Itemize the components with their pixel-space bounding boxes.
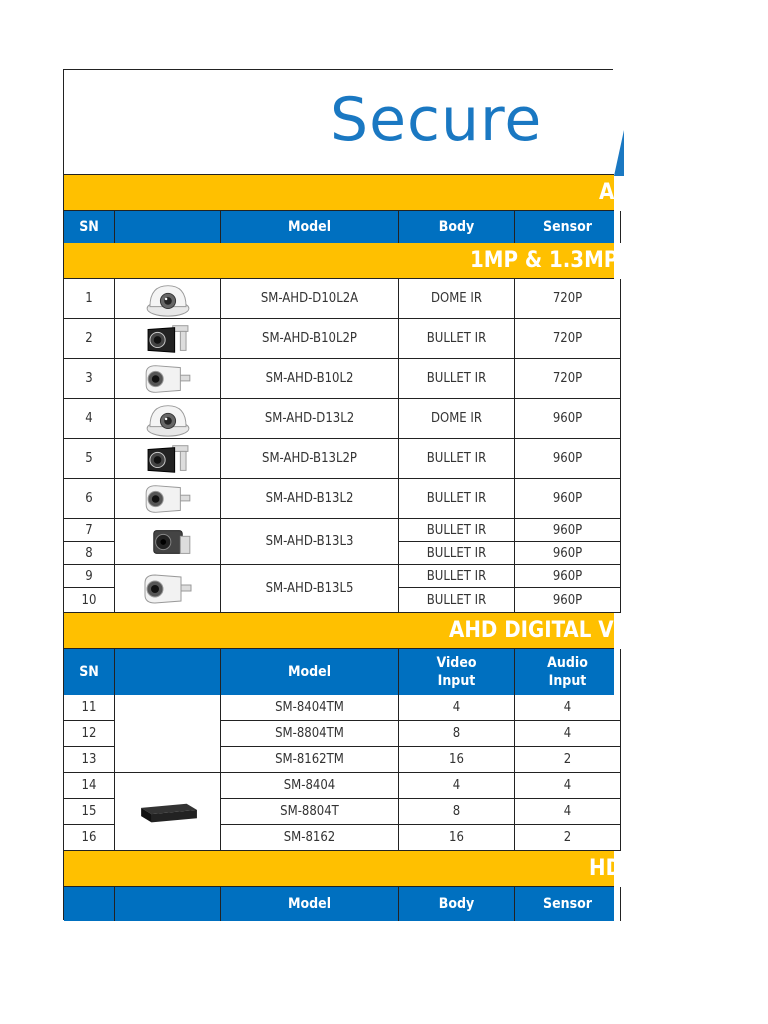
row-audio-input: 4: [515, 799, 621, 825]
row-image: [115, 773, 221, 851]
table-row: [64, 399, 614, 439]
dome-camera-icon: [143, 280, 193, 318]
row-video-input: 16: [399, 747, 515, 773]
row-model: SM-8404TM: [221, 695, 399, 721]
table-row: [64, 439, 614, 479]
row-sensor: 960P: [515, 479, 621, 519]
row-sn: 13: [64, 747, 115, 773]
row-audio-input: 4: [515, 773, 621, 799]
row-body: BULLET IR: [399, 359, 515, 399]
row-body: DOME IR: [399, 399, 515, 439]
row-audio-input: 4: [515, 695, 621, 721]
bullet-camera-icon: [143, 320, 193, 358]
row-sn: 9: [64, 565, 115, 588]
row-sn: 6: [64, 479, 115, 519]
row-sn: 2: [64, 319, 115, 359]
row-audio-input: 2: [515, 825, 621, 851]
bullet-camera-icon: [140, 569, 196, 609]
row-body: BULLET IR: [399, 542, 515, 565]
row-model: SM-AHD-B10L2: [221, 359, 399, 399]
header-body: Body: [399, 211, 515, 243]
camera-section-banner: [64, 175, 614, 211]
row-sn: 12: [64, 721, 115, 747]
bullet-camera-icon: [143, 440, 193, 478]
row-sensor: 720P: [515, 359, 621, 399]
row-sensor: 960P: [515, 439, 621, 479]
header-model: Model: [221, 649, 399, 695]
row-model: SM-8404: [221, 773, 399, 799]
row-body: BULLET IR: [399, 479, 515, 519]
row-body: DOME IR: [399, 279, 515, 319]
logo-row: [64, 70, 614, 175]
row-body: BULLET IR: [399, 519, 515, 542]
logo-swoosh-icon: [604, 130, 624, 176]
box-camera-icon: [143, 523, 193, 561]
table-row: [64, 479, 614, 519]
row-video-input: 4: [399, 695, 515, 721]
row-audio-input: 4: [515, 721, 621, 747]
row-sn: 3: [64, 359, 115, 399]
dvr-section-banner: [64, 613, 614, 649]
header-model: Model: [221, 887, 399, 921]
row-sensor: 960P: [515, 565, 621, 588]
dvr-table-header: [64, 649, 614, 695]
header-image: [115, 887, 221, 921]
row-model: SM-8804TM: [221, 721, 399, 747]
header-audio-input: Audio Input: [515, 649, 621, 695]
camera-section-title: A: [599, 180, 615, 205]
hd-section-banner: [64, 851, 622, 887]
row-sensor: 960P: [515, 542, 621, 565]
row-sn: 5: [64, 439, 115, 479]
header-video-input: Video Input: [399, 649, 515, 695]
row-model: SM-AHD-B13L2P: [221, 439, 399, 479]
header-sn: [64, 887, 115, 921]
row-image: [115, 399, 221, 439]
row-video-input: 4: [399, 773, 515, 799]
row-sn: 7: [64, 519, 115, 542]
bullet-camera-icon: [138, 360, 198, 398]
camera-table-header: [64, 211, 614, 243]
row-model: SM-AHD-B13L3: [221, 519, 399, 565]
row-image: [115, 479, 221, 519]
row-image: [115, 319, 221, 359]
row-video-input: 8: [399, 721, 515, 747]
row-sn: 14: [64, 773, 115, 799]
row-model: SM-AHD-D10L2A: [221, 279, 399, 319]
row-image: [115, 565, 221, 613]
row-image: [115, 359, 221, 399]
row-model: SM-AHD-B13L5: [221, 565, 399, 613]
resolution-banner: [64, 243, 619, 279]
hd-section-title: HD: [589, 856, 622, 881]
header-image: [115, 649, 221, 695]
row-body: BULLET IR: [399, 565, 515, 588]
row-sensor: 720P: [515, 319, 621, 359]
row-body: BULLET IR: [399, 319, 515, 359]
resolution-title: 1MP & 1.3MP: [470, 248, 619, 273]
brand-logo: Secure: [330, 85, 543, 155]
row-sensor: 960P: [515, 588, 621, 613]
row-video-input: 16: [399, 825, 515, 851]
row-model: SM-AHD-B10L2P: [221, 319, 399, 359]
row-image: [115, 279, 221, 319]
row-sensor: 960P: [515, 399, 621, 439]
price-list-sheet: [63, 69, 622, 920]
row-model: SM-8162TM: [221, 747, 399, 773]
header-model: Model: [221, 211, 399, 243]
row-model: SM-8162: [221, 825, 399, 851]
row-sensor: 960P: [515, 519, 621, 542]
dvr-section-title: AHD DIGITAL V: [449, 618, 614, 643]
header-body: Body: [399, 887, 515, 921]
row-sn: 1: [64, 279, 115, 319]
row-model: SM-AHD-B13L2: [221, 479, 399, 519]
dome-camera-icon: [143, 400, 193, 438]
row-sn: 4: [64, 399, 115, 439]
hd-table-header: [64, 887, 614, 921]
row-video-input: 8: [399, 799, 515, 825]
header-sn: SN: [64, 211, 115, 243]
row-image: [115, 695, 221, 773]
header-image: [115, 211, 221, 243]
row-sn: 15: [64, 799, 115, 825]
header-sensor: Sensor: [515, 887, 621, 921]
row-model: SM-8804T: [221, 799, 399, 825]
header-sn: SN: [64, 649, 115, 695]
header-sensor: Sensor: [515, 211, 621, 243]
table-row: [64, 359, 614, 399]
bullet-camera-icon: [138, 480, 198, 518]
row-sn: 8: [64, 542, 115, 565]
row-sn: 10: [64, 588, 115, 613]
table-row: [64, 319, 614, 359]
row-sn: 16: [64, 825, 115, 851]
row-image: [115, 439, 221, 479]
row-body: BULLET IR: [399, 439, 515, 479]
table-row: [64, 279, 614, 319]
row-sn: 11: [64, 695, 115, 721]
row-audio-input: 2: [515, 747, 621, 773]
row-body: BULLET IR: [399, 588, 515, 613]
row-model: SM-AHD-D13L2: [221, 399, 399, 439]
row-image: [115, 519, 221, 565]
dvr-recorder-icon: [137, 799, 199, 825]
row-sensor: 720P: [515, 279, 621, 319]
